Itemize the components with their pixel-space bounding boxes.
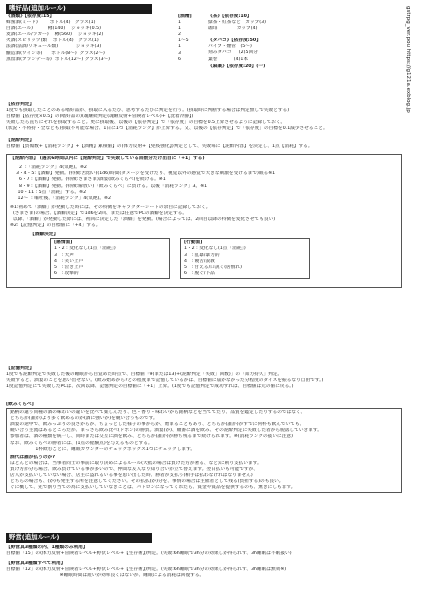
izon-title: 【依存判定】	[6, 102, 35, 107]
koudou-rows	[184, 246, 306, 276]
yaei-section	[6, 533, 402, 579]
sake-table	[6, 14, 196, 63]
koudou-row: 5 : 甘える/口説く(居慣れ)	[184, 264, 242, 270]
sakeguse-title: 【酒癖決定】	[30, 232, 59, 238]
sake-effect-value: 3	[178, 50, 181, 56]
sake-effect-value: 1	[178, 44, 181, 50]
izon-line: (状況・不将持・全なども)摂取不可能な場合、1日に1つ【消耗ランク】が上昇する。又、以後の【依存判定】で「依存度」の目標を0.1減少させること。	[6, 126, 328, 132]
cha-title: 《茶》【依存度:10】	[208, 14, 252, 19]
cha-table	[208, 14, 308, 70]
sake-effect-title: [酒精]	[178, 14, 192, 19]
oyoi-note: (さまざま)の場合、【酒癖決定】で1d6を2回、または任意でPCの酒癖を決定する。	[10, 210, 188, 216]
kioku-section	[6, 366, 402, 390]
oyoi-note: ※2:【記憶判定】の目標値に「+4」する。	[10, 223, 101, 229]
yaei-title-1: 【野営具3種類の内、1種類のみ利用】	[6, 544, 88, 550]
yaei-title-2: 【野営具3種類すべて利用】	[6, 560, 66, 566]
sake-title: 《酒類》【依存度:15】	[6, 14, 55, 19]
kanjou-table	[50, 238, 170, 279]
nomikurabe-lines	[10, 410, 398, 453]
sake-row: 醸造酒(ワイン等) ボトル(8〜) グラス(2〜)	[6, 50, 105, 56]
nomikurabe-title: [飲みくらべ]	[6, 402, 34, 407]
oyoi-formula: 目標値【負傷数+【消耗ランク】+【酒精】累積値】の(体力反射+【免疫強化】)判定として、失敗毎に【泥酔内容】を決定し、1点【消耗】する。	[6, 144, 313, 150]
nomikurabe-line: 競い合う主流はあるところだが、まっさら飲み比べ(ドボン)の勝負。酒宴(か)、順番に酒を飲み、その泥酔判定に失敗した者から脱落していきます。	[10, 428, 322, 434]
kanjou-row: 3 : 大声	[54, 252, 74, 258]
izon-line: 失敗したら直ちにそれを摂取すること。更に摂取後、以後の【依存判定】で「依存度」の目標を0.5上昇させるように記録しておく。	[6, 120, 286, 126]
kanjou-row: 1・2 : 変化なし(1点「消耗」)	[54, 246, 116, 252]
kanjou-row: 5 : 泣き上戸	[54, 264, 84, 270]
oyoi-result: 12〜 : 嘔吐後、「消耗ランク」4(気絶)。※2	[16, 195, 111, 201]
kioku-title: 【記憶判定】	[6, 366, 35, 371]
sake-effect-value: 1	[178, 26, 181, 32]
kioku-line: 1度でも泥酔判定で失敗した後の睡眠から目覚めた時点で、目標値「9(または13)+(泥酔判定「失敗」回数)」の「知力持久」判定。	[6, 372, 283, 378]
oyoi-naiyo-box	[6, 154, 402, 288]
sake-effect-value: 6	[178, 56, 181, 62]
oyoi-notes	[10, 205, 398, 229]
nomikurabe-line: 銘柄の違う同種の酒の味わいの違いを比べて楽しんだり、色・香り・味わいから銘柄などを当ててたり、品質を鑑定したりするのではなく、	[10, 410, 306, 416]
kioku-line: 失敗すると、酒宴のことを思い出せない。(飲み始めから?どの程度まで記憶しているかは、目標値に届かなかった分程度のダイスを振るなり自由です。)	[6, 378, 324, 384]
sake-row: 蒸留酒(ブランデー等) ボトル(12〜) グラス(3〜)	[6, 56, 110, 62]
oyoi-results	[10, 165, 398, 202]
koudou-row: 1・2 : 変化なし(1点「消耗」)	[184, 246, 246, 252]
nomikurabe-line: 参加者は、酒の種類を統一し、同時または交互に酒を飲み、どちらか(誰か)が勝ち残るまで続けられます。※(消耗ランクの扱いに注意)	[10, 434, 293, 440]
sake-effect-rows	[178, 20, 200, 63]
oyoi-result: 10・11 : 5点「消耗」する。※2	[16, 189, 87, 195]
tabako-rows	[208, 44, 308, 62]
sake-row: 蜂蜜酒(ミード) ボトル(4) グラス(1)	[6, 20, 96, 26]
oyoi-note: 以降、「酒癖」が発動した際には、初回に決定した「酒癖」を発動。(場合によっては、2回目以降の特徴を変化させても良い)	[10, 217, 276, 223]
koudou-title: [行動面]	[184, 240, 203, 246]
izon-line: 目標値【依存度×0.5】の(嗜好品の)(魂継続判定(魂継反射+冒険者レベル)+【沈着冷静】)	[6, 114, 194, 120]
izon-lines	[6, 108, 402, 132]
oyoi-result: 2 :「消耗ランク」4(気絶)。※2	[16, 165, 87, 171]
oyoi-title: 【泥酔判定】	[6, 138, 35, 143]
tabako-title: 《タバコ》【依存度:50】	[208, 38, 261, 44]
koudou-table	[180, 238, 310, 279]
kanjou-title: [感情面]	[54, 240, 73, 246]
nomikurabe-line: どちらが(誰が)より多く飲めるのか(酒に強いか)を競い合うものです。	[10, 416, 158, 422]
nomikurabe-answer-line: ぐに概して、先で割り当ての為に支払いしていなきことは、パトロンになってくれたら、賞金や賞品を提供するのも、無きにしも非ず。	[10, 485, 296, 491]
nomikurabe-line: 1杯飲むごとに、睡眠カウンターのチェックボックス1つにチェックします。	[10, 446, 196, 452]
nomikurabe-section	[6, 402, 402, 493]
kioku-lines	[6, 372, 402, 390]
mayaku-title: 《麻薬》【依存度:20】(一)	[208, 63, 266, 69]
side-url	[400, 4, 412, 164]
oyoi-note: ※1:初めて「酒癖」が発動した時には、その特徴をキャラクターシートの余白に記録しておく。	[10, 204, 211, 210]
oyoi-result: 6・7 :【酒癖】発動。(特徴:さまざま)酒宴(飲みくらべ)を続ける。※1	[16, 177, 166, 183]
sake-effect-value: 1	[178, 20, 181, 26]
nomikurabe-line: なお、飲みくらべの勝者には、(1点の経験点)を与えるものとする。	[10, 440, 153, 446]
kouhin-header: 嗜好品(追加ルール)	[6, 4, 152, 14]
sake-row: 法酒(法酒/リキュール類) ジョッキ(3)	[6, 44, 102, 50]
izon-line: 1度でも摂取したことのある嗜好品が、摂取に入るたび、思考するたびに判定を行う。(摂取時に判断する場合は判定無しで失敗とする)	[6, 108, 290, 114]
sakeguse-tables	[50, 238, 398, 286]
yaei-line-2: 目標値「12」の(体力反射+冒険者レベル+野伏レベル+【生存術】)判定。(失敗:6h睡眠で3h分の効果しか得られず、3h睡眠は無効※)	[6, 566, 287, 572]
nomikurabe-answer-line: どちらの場合も、(か)も発生する所を注意してください。その払払(か)分を、事情の場合は主催者として残る(負担する)のも良い。	[10, 479, 284, 485]
sake-rows	[6, 20, 196, 63]
document-page	[6, 4, 412, 596]
nomikurabe-question: 酒代は誰が払うのか?	[10, 454, 55, 460]
oyoi-section	[6, 138, 402, 288]
nomikurabe-answer-line: 店人が支払いしていない場合、店主に盗れるいる事を思い出した時、勝者が支払う(相手は払わなければなりません)	[10, 473, 253, 479]
koudou-row: 4 : 饒舌/説教	[184, 258, 215, 264]
tabako-row: 刻みタバコ (2)5回分	[208, 50, 258, 56]
yaei-line-3: ※睡眠時間は短いが効率良くはないが、睡眠による消耗は回復する。	[6, 572, 205, 578]
cha-row: 珈琲 カップ(4)	[208, 26, 258, 32]
yaei-line-1: 目標値「15」の(体力反射+冒険者レベル+野伏レベル+【生存術】)判定。(失敗:6h睡眠で3h分の効果しか得られず、3h睡眠は不眠扱い)	[6, 550, 292, 556]
oyoi-naiyo-title: 【泥酔内容】 (過去6時間以内に【泥酔判定】で失敗している回数分だけ出目に「+1」する)	[10, 156, 205, 162]
kanjou-rows	[54, 246, 166, 276]
kanjou-row: 6 : 攻撃的	[54, 270, 79, 276]
nomikurabe-answer-lines	[10, 461, 398, 491]
nomikurabe-answer-line: 負け方が分ら場合、飲み負けている事が多いので、仲間な友人なり知り合いが立て替えます。翌日払いも可能ですが、	[10, 466, 258, 472]
koudou-row: 3 : 乱暴/暴力的	[184, 252, 220, 258]
koudou-row: 6 : 脱ぐ/下品	[184, 270, 215, 276]
izon-section	[6, 102, 402, 132]
oyoi-result: 3・4・5:【酒癖】発動。(特徴:苦悶い)(1d6)時間(ダメージを受けたり、視覚以外の感覚で大きな刺激を受けるまで)眠る※1	[16, 171, 276, 177]
yaei-header: 野営(追加ルール)	[6, 533, 152, 543]
nomikurabe-answer-line: ほとんどの場合は、当事者同士の事前に取り決めによるルール(大抵の場合は負けた方が奢る、など)に則り支払います。	[10, 460, 262, 466]
side-url-text: gstrpg_ver.pou https://g121a.exblog.jp	[405, 6, 411, 113]
oyoi-result: 8・9 :【酒癖】発動。(特徴:解放い)「飲みくらべ」に負ける。以後「消耗ランク」3。※1	[16, 183, 208, 189]
kanjou-row: 4 : 笑い上戸	[54, 258, 84, 264]
nomikurabe-box	[6, 408, 402, 493]
kouhin-section	[6, 4, 412, 14]
sake-effect-value: 2	[178, 32, 181, 38]
cha-row: 緑茶・紅茶など カップ(3)	[208, 20, 266, 26]
tabako-row: 葉巻 (4)1本	[208, 56, 249, 62]
kioku-line: 1度記憶判定にて失敗したPCは、次回以降、記憶判定の目標値に「+1」上昇。(1度でも記憶判定で成功すれば、目標値は元の値に戻る。)	[6, 384, 294, 390]
tabako-row: パイプ・煙管 (5〜)	[208, 44, 252, 50]
sake-row: 麦酒(エール/ラガー) 樽(560) ジョッキ(2)	[6, 32, 104, 38]
sake-row: 火酒(スピリッツ)類 ボトル(4) グラス(1)	[6, 38, 99, 44]
sake-effect-value: 1〜5	[178, 38, 189, 44]
nomikurabe-line: 酒宴の途中で、飲みっぷりの良さからか、ちょっとした様子の事からか、始まることもあり、どちらか(誰か)がすでに何杯も飲んでいても、	[10, 422, 305, 428]
cha-rows	[208, 20, 308, 32]
sake-row: 白酒(エール) 樽(140) ジョッキ(0.5)	[6, 26, 101, 32]
sake-effect	[178, 14, 200, 63]
